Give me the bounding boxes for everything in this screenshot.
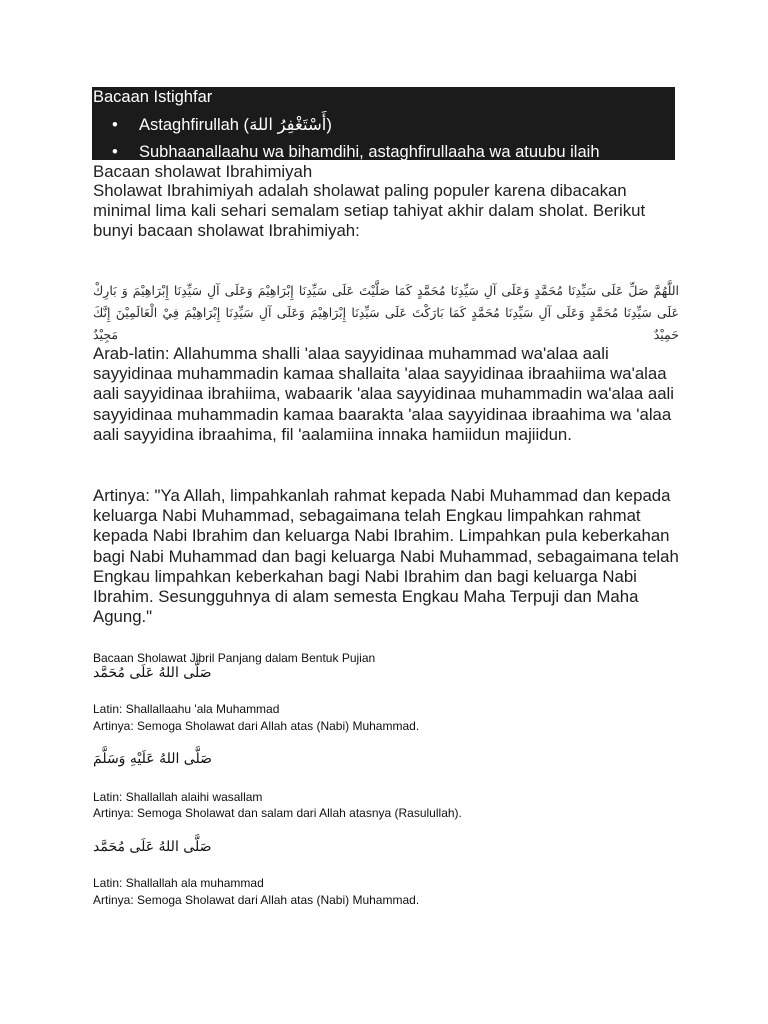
jibril-latin-1: Latin: Shallallaahu 'ala Muhammad bbox=[93, 702, 280, 716]
list-item-text: Astaghfirullah (أَسْتَغْفِرُ اللهَ) bbox=[139, 116, 332, 134]
jibril-translation-2: Artinya: Semoga Sholawat dan salam dari Allah atasnya (Rasulullah). bbox=[93, 806, 462, 820]
jibril-latin-3: Latin: Shallallah ala muhammad bbox=[93, 876, 264, 890]
list-item-text: Subhaanallaahu wa bihamdihi, astaghfirullaaha wa atuubu ilaih bbox=[139, 143, 600, 160]
istighfar-title: Bacaan Istighfar bbox=[93, 88, 213, 106]
jibril-arabic-3: صَلَّى اللهُ عَلَى مُحَمَّد bbox=[93, 839, 212, 855]
istighfar-highlight-block bbox=[92, 87, 675, 160]
jibril-heading: Bacaan Sholawat Jibril Panjang dalam Bentuk Pujian bbox=[93, 651, 376, 665]
bullet-icon: • bbox=[112, 143, 118, 160]
ibrahimiyah-latin: Arab-latin: Allahumma shalli 'alaa sayyidinaa muhammad wa'alaa aali sayyidinaa muhammadin kamaa shallaita 'alaa sayyidinaa ibraahiima wa'alaa aali sayyidinaa ibrahiima, wabaarik 'alaa sayyidinaa muhammadin wa'alaa aali sayyidinaa muhammadin kamaa baarakta 'alaa sayyidinaa ibraahima wa 'alaa aali sayyidina ibraahima, fil 'aalamiina innaka hamiidun majiidun. bbox=[93, 344, 675, 444]
jibril-arabic-1: صَلَّى اللهُ عَلَى مُحَمَّد bbox=[93, 665, 212, 681]
ibrahimiyah-arabic-text: اللَّهُمَّ صَلِّ عَلَى سَيِّدِنَا مُحَمَّدٍ وَعَلَى آلِ سَيِّدِنَا مُحَمَّدٍ كَمَا صَلَّيْتَ عَلَى سَيِّدِنَا إِبْرَاهِيْمَ وَعَلَى آلِ سَيِّدِنَا إِبْرَاهِيْمَ وَ بَارِكْ عَلَى سَيِّدِنَا مُحَمَّدٍ وَعَلَى آلِ سَيِّدِنَا مُحَمَّدٍ كَمَا بَارَكْتَ عَلَى سَيِّدِنَا إِبْرَاهِيْمَ وَعَلَى آلِ سَيِّدِنَا إِبْرَاهِيْمَ فِيْ الْعَالَمِيْنَ إِنَّكَ حَمِيْدٌ مَجِيْدٌ bbox=[93, 283, 679, 342]
jibril-latin-2: Latin: Shallallah alaihi wasallam bbox=[93, 790, 263, 804]
ibrahimiyah-intro: Sholawat Ibrahimiyah adalah sholawat paling populer karena dibacakan minimal lima kali sehari semalam setiap tahiyat akhir dalam sholat. Berikut bunyi bacaan sholawat Ibrahimiyah: bbox=[93, 181, 646, 241]
ibrahimiyah-translation: Artinya: "Ya Allah, limpahkanlah rahmat kepada Nabi Muhammad dan kepada keluarga Nabi Muhammad, sebagaimana telah Engkau limpahkan rahmat kepada Nabi Ibrahim dan keluarga Nabi Ibrahim. Limpahkan pula keberkahan bagi Nabi Muhammad dan bagi keluarga Nabi Muhammad, sebagaimana telah Engkau limpahkan keberkahan bagi Nabi Ibrahim dan bagi keluarga Nabi Ibrahim. Sesungguhnya di alam semesta Engkau Maha Terpuji dan Maha Agung." bbox=[93, 486, 679, 627]
bullet-icon: • bbox=[112, 116, 118, 134]
jibril-translation-3: Artinya: Semoga Sholawat dari Allah atas (Nabi) Muhammad. bbox=[93, 893, 420, 907]
jibril-arabic-2: صَلَّى اللهُ عَلَيْهِ وَسَلَّمَ bbox=[93, 751, 212, 767]
ibrahimiyah-heading: Bacaan sholawat Ibrahimiyah bbox=[93, 162, 313, 181]
jibril-translation-1: Artinya: Semoga Sholawat dari Allah atas (Nabi) Muhammad. bbox=[93, 719, 420, 733]
